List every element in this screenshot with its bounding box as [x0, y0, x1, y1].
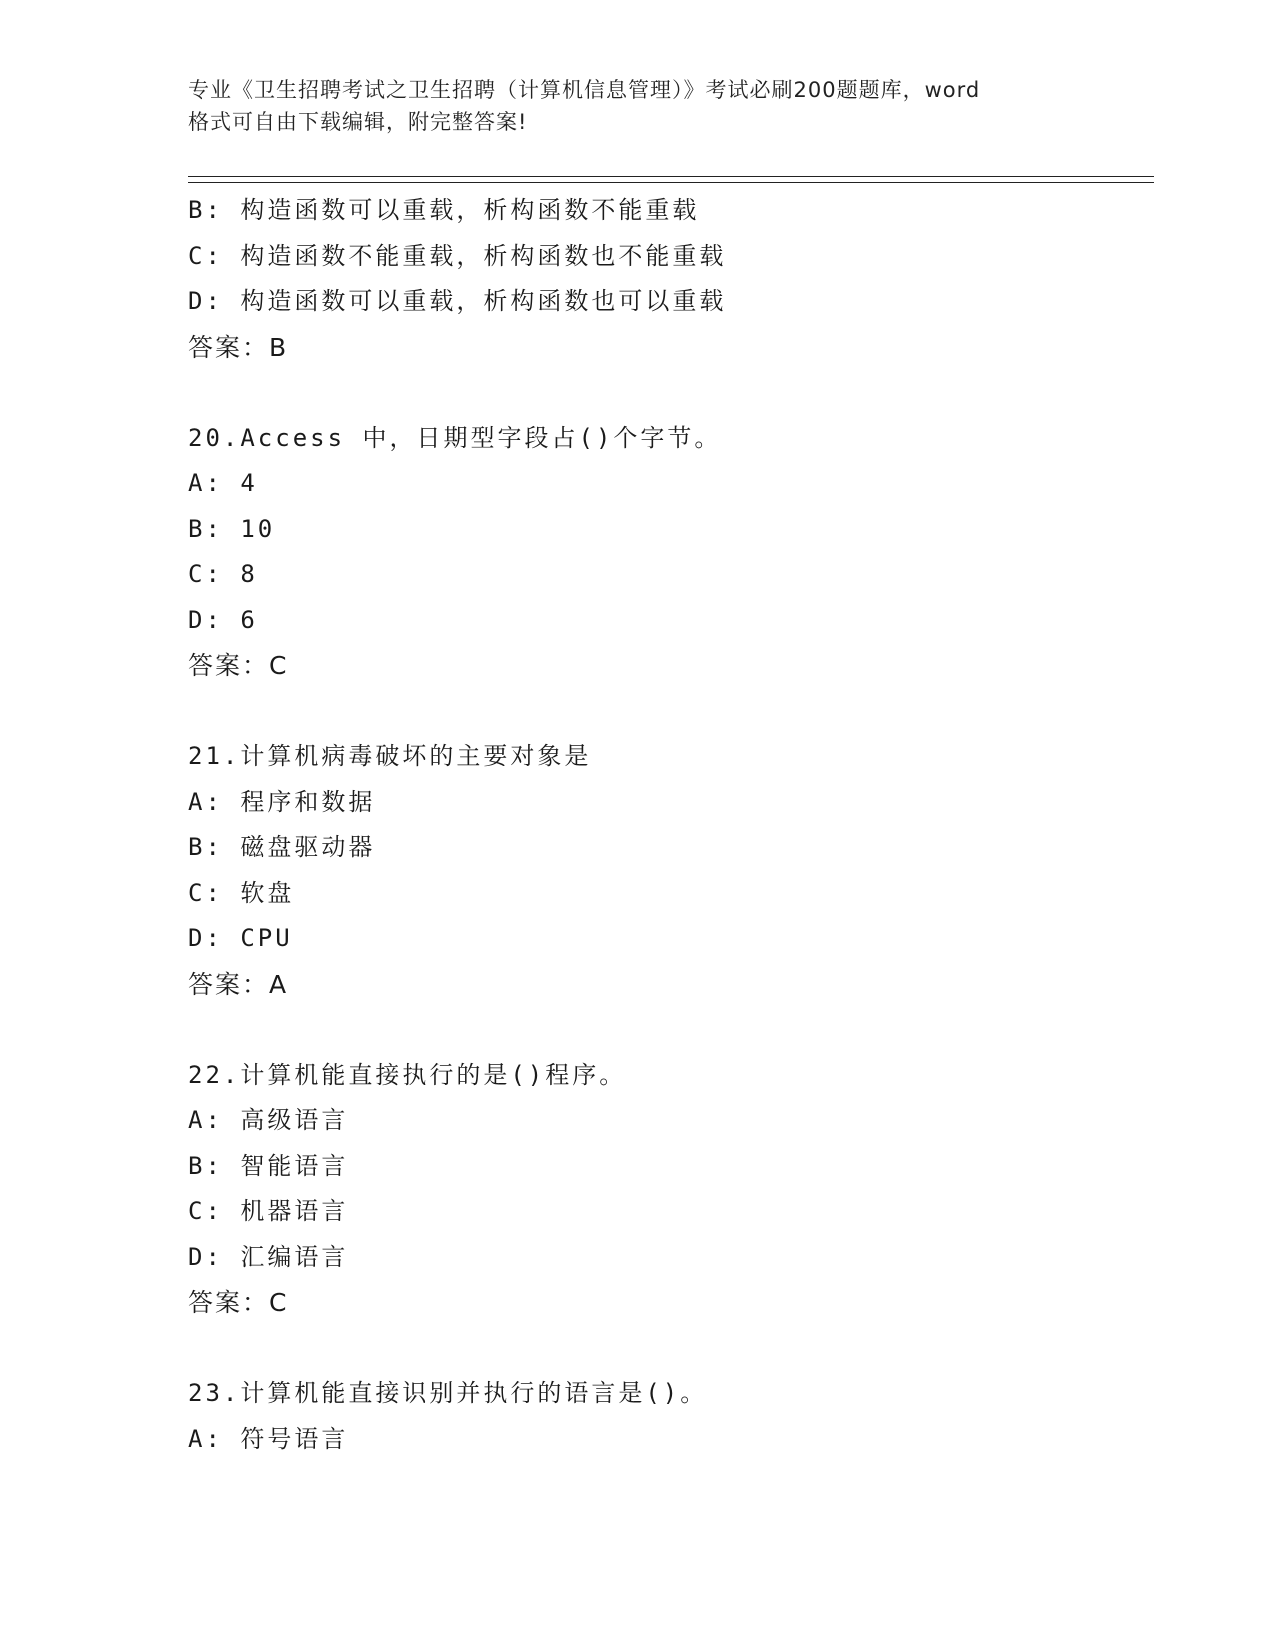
answer-line: 答案：A — [188, 969, 289, 999]
option-a: A: 程序和数据 — [188, 787, 376, 816]
option-c: C: 机器语言 — [188, 1197, 349, 1225]
header-title-line2: 格式可自由下载编辑，附完整答案! — [188, 110, 528, 134]
option-d: D: 汇编语言 — [188, 1242, 349, 1271]
option-d: D: CPU — [188, 924, 293, 952]
option-b: B: 磁盘驱动器 — [188, 833, 376, 861]
answer-line: 答案：C — [188, 651, 289, 680]
option-a: A: 高级语言 — [188, 1106, 349, 1134]
header-divider-top — [188, 176, 1154, 177]
option-c: C: 构造函数不能重载，析构函数也不能重载 — [188, 241, 727, 270]
answer-line: 答案：C — [188, 1288, 289, 1317]
option-c: C: 软盘 — [188, 878, 295, 907]
question-stem: 21.计算机病毒破坏的主要对象是 — [188, 742, 592, 770]
question-stem: 23.计算机能直接识别并执行的语言是()。 — [188, 1379, 708, 1407]
header-divider-bottom — [188, 182, 1154, 183]
question-list — [188, 188, 1148, 1462]
header-title-line1: 专业《卫生招聘考试之卫生招聘（计算机信息管理）》考试必刷200题题库，word — [188, 78, 981, 102]
option-c: C: 8 — [188, 560, 258, 588]
document-header — [188, 74, 1088, 138]
option-b: B: 智能语言 — [188, 1151, 349, 1180]
option-a: A: 符号语言 — [188, 1424, 349, 1453]
question-stem: 20.Access 中，日期型字段占()个字节。 — [188, 423, 722, 452]
question-stem: 22.计算机能直接执行的是()程序。 — [188, 1060, 627, 1089]
option-a: A: 4 — [188, 469, 258, 497]
option-d: D: 6 — [188, 605, 258, 634]
option-b: B: 10 — [188, 514, 276, 543]
answer-line: 答案：B — [188, 332, 289, 362]
option-d: D: 构造函数可以重载，析构函数也可以重载 — [188, 287, 727, 315]
option-b: B: 构造函数可以重载，析构函数不能重载 — [188, 196, 700, 224]
